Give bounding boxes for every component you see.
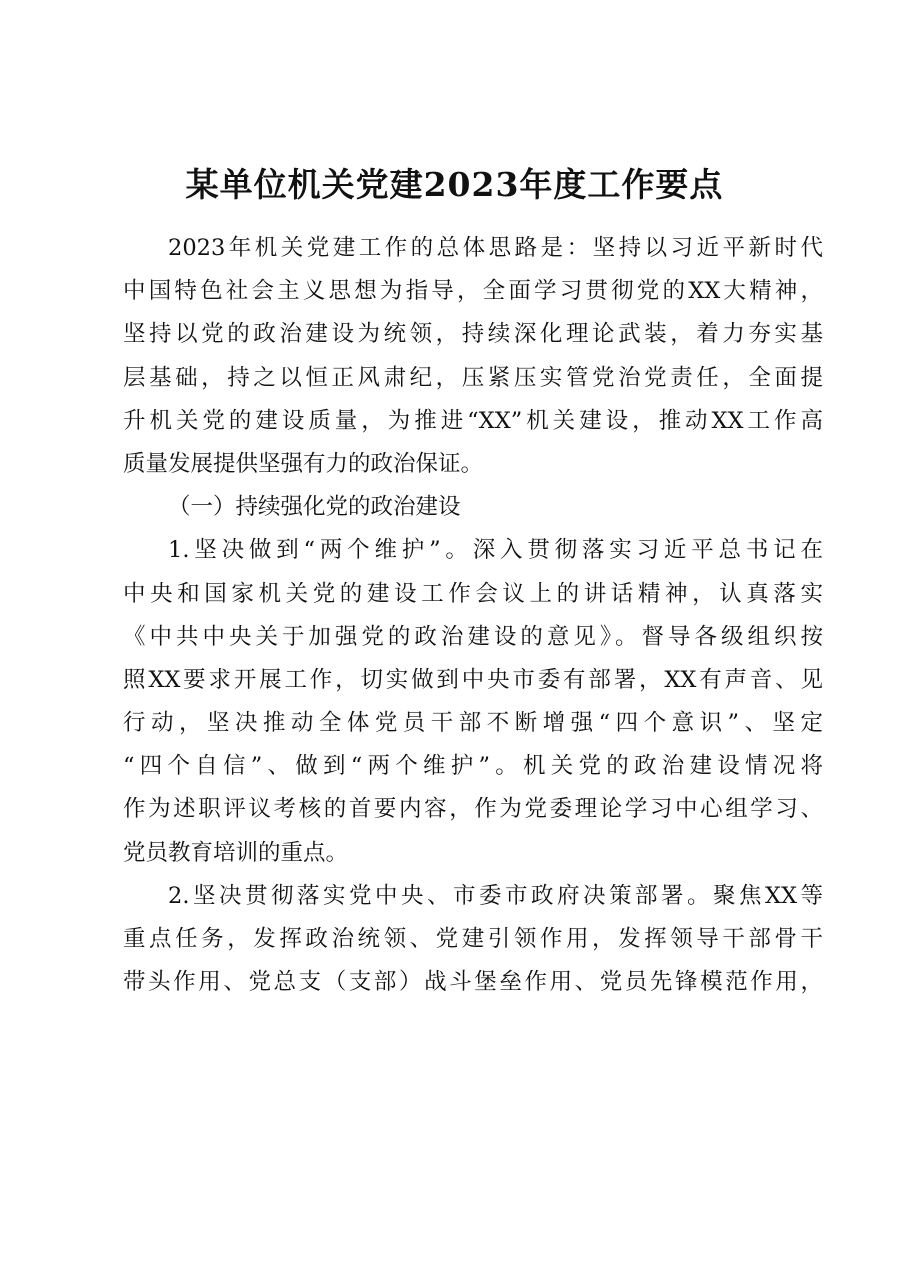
paragraph-line: 2023年机关党建工作的总体思路是：坚持以习近平新时代 [168, 235, 823, 261]
paragraph-line: 照XX要求开展工作，切实做到中央市委有部署，XX有声音、见 [123, 666, 823, 693]
paragraph-line: 《中共中央关于加强党的政治建设的意见》。督导各级组织按 [123, 623, 823, 650]
paragraph-line: 作为述职评议考核的首要内容，作为党委理论学习中心组学习、 [123, 796, 823, 823]
paragraph-line: 升机关党的建设质量，为推进“XX”机关建设，推动XX工作高 [123, 407, 823, 434]
paragraph-line: 2.坚决贯彻落实党中央、市委市政府决策部署。聚焦XX等 [168, 882, 823, 909]
paragraph-line: 带头作用、党总支（支部）战斗堡垒作用、党员先锋模范作用， [123, 969, 823, 996]
paragraph-line: 层基础，持之以恒正风肃纪，压紧压实管党治党责任，全面提 [123, 364, 823, 391]
paragraph-line: 中央和国家机关党的建设工作会议上的讲话精神，认真落实 [123, 580, 823, 607]
paragraph-line: 行动，坚决推动全体党员干部不断增强“四个意识”、坚定 [123, 710, 823, 737]
paragraph-line: 党员教育培训的重点。 [123, 839, 349, 866]
paragraph-line: 重点任务，发挥政治统领、党建引领作用，发挥领导干部骨干 [123, 926, 823, 952]
document-title: 某单位机关党建2023年度工作要点 [185, 165, 724, 204]
document-body [123, 227, 823, 1004]
paragraph-line: 质量发展提供坚强有力的政治保证。 [123, 450, 484, 477]
paragraph-line: 1.坚决做到“两个维护”。深入贯彻落实习近平总书记在 [168, 537, 823, 564]
section-heading: （一）持续强化党的政治建设 [168, 494, 461, 521]
paragraph-line: 坚持以党的政治建设为统领，持续深化理论武装，着力夯实基 [123, 321, 823, 348]
paragraph-line: 中国特色社会主义思想为指导，全面学习贯彻党的XX大精神， [123, 278, 823, 305]
paragraph-line: “四个自信”、做到“两个维护”。机关党的政治建设情况将 [123, 753, 823, 780]
